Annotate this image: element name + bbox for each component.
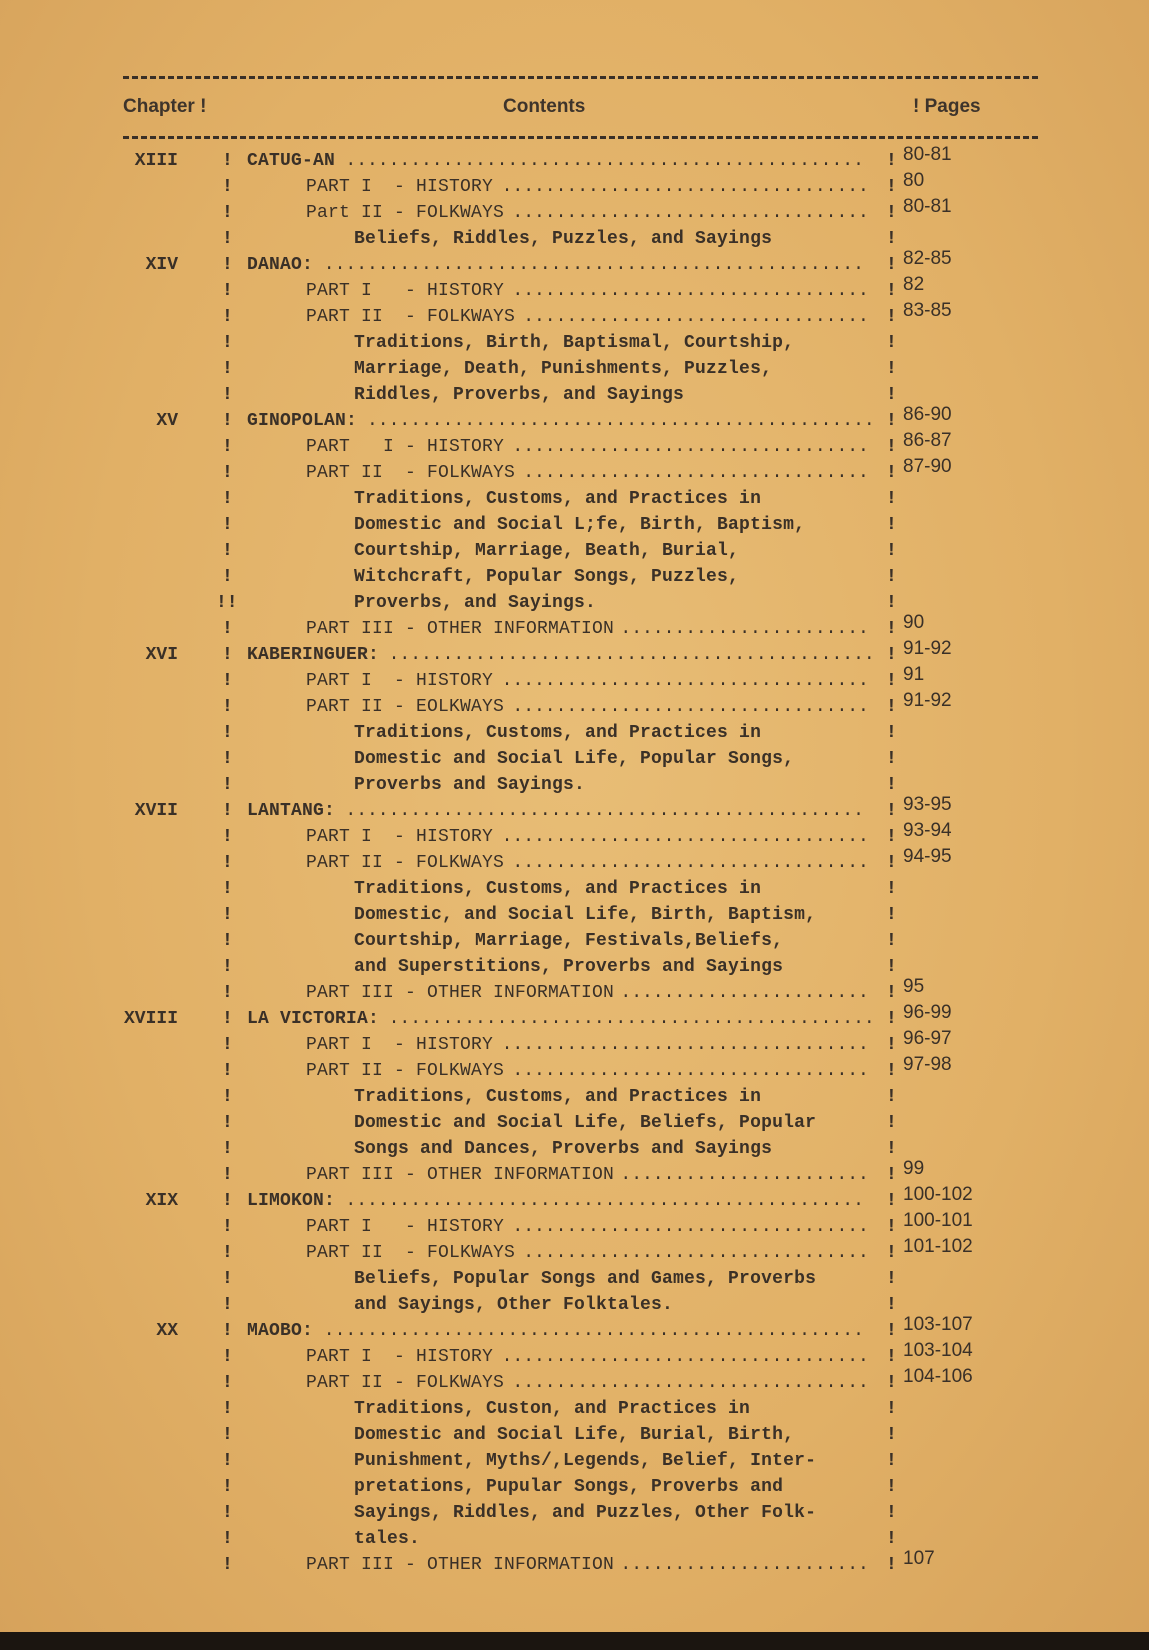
page-range: 97-98: [903, 1054, 952, 1075]
column-separator: !: [222, 281, 233, 301]
toc-row: [0, 1396, 1149, 1422]
pages-separator: !: [886, 1451, 897, 1471]
part-description: Beliefs, Popular Songs and Games, Proverbs: [354, 1269, 817, 1289]
part-description: Traditions, Customs, and Practices in: [354, 879, 762, 899]
dot-leader: .................................: [512, 697, 869, 717]
toc-row: [0, 746, 1149, 772]
column-separator: !: [222, 749, 233, 769]
toc-row: [0, 928, 1149, 954]
column-separator: !: [222, 203, 233, 223]
column-separator: !: [222, 1347, 233, 1367]
toc-row: [0, 1054, 1149, 1084]
pages-separator: !: [886, 957, 897, 977]
toc-row: [0, 196, 1149, 226]
toc-row: [0, 274, 1149, 304]
part-description: Traditions, Customs, and Practices in: [354, 1087, 762, 1107]
header-pages: ! Pages: [913, 96, 981, 117]
column-separator: !: [222, 255, 233, 275]
part-title: PART III - OTHER INFORMATION: [306, 1555, 615, 1575]
toc-row: [0, 1314, 1149, 1344]
toc-row: [0, 1340, 1149, 1370]
column-separator: !: [222, 671, 233, 691]
dot-leader: .................................: [512, 853, 869, 873]
page-range: 82-85: [903, 248, 952, 269]
column-separator: !: [222, 1529, 233, 1549]
header-chapter: Chapter !: [123, 96, 207, 117]
pages-separator: !: [886, 905, 897, 925]
toc-row: [0, 1210, 1149, 1240]
column-separator: !: [222, 1217, 233, 1237]
column-separator: !: [222, 385, 233, 405]
pages-separator: !: [886, 333, 897, 353]
column-separator: !: [222, 515, 233, 535]
column-separator: !: [222, 905, 233, 925]
municipality-title: KABERINGUER:: [247, 645, 380, 665]
column-separator: !: [222, 463, 233, 483]
part-description: Proverbs, and Sayings.: [354, 593, 597, 613]
dot-leader: ................................: [523, 463, 869, 483]
pages-separator: !: [886, 1269, 897, 1289]
dot-leader: .......................: [620, 619, 869, 639]
column-separator: !: [222, 1165, 233, 1185]
pages-separator: !: [886, 801, 897, 821]
part-description: Traditions, Customs, and Practices in: [354, 489, 762, 509]
dot-leader: ................................................: [345, 151, 864, 171]
part-title: PART I - HISTORY: [306, 671, 494, 691]
toc-row: [0, 1448, 1149, 1474]
dot-leader: ..................................: [501, 671, 869, 691]
part-description: Domestic and Social Life, Beliefs, Popular: [354, 1113, 817, 1133]
chapter-number: XVII: [134, 801, 178, 821]
page-range: 86-90: [903, 404, 952, 425]
column-separator: !: [222, 1451, 233, 1471]
pages-separator: !: [886, 827, 897, 847]
toc-row: [0, 1236, 1149, 1266]
toc-row: [0, 430, 1149, 460]
column-separator: !: [222, 489, 233, 509]
pages-separator: !: [886, 541, 897, 561]
dot-leader: .................................: [512, 203, 869, 223]
toc-row: [0, 1366, 1149, 1396]
page-range: 91-92: [903, 690, 952, 711]
pages-separator: !: [886, 1321, 897, 1341]
column-separator: !: [222, 1373, 233, 1393]
part-title: PART I - HISTORY: [306, 437, 505, 457]
municipality-title: DANAO:: [247, 255, 314, 275]
part-title: PART III - OTHER INFORMATION: [306, 1165, 615, 1185]
dot-leader: ................................................: [345, 801, 864, 821]
pages-separator: !: [886, 1139, 897, 1159]
page-range: 87-90: [903, 456, 952, 477]
part-title: PART II - FOLKWAYS: [306, 1373, 505, 1393]
dot-leader: ...............................................: [367, 411, 875, 431]
pages-separator: !: [886, 1035, 897, 1055]
part-description: Witchcraft, Popular Songs, Puzzles,: [354, 567, 740, 587]
page-range: 83-85: [903, 300, 952, 321]
column-separator: !: [222, 1191, 233, 1211]
column-separator: !: [222, 1243, 233, 1263]
part-title: PART II - EOLKWAYS: [306, 697, 505, 717]
part-description: Courtship, Marriage, Beath, Burial,: [354, 541, 740, 561]
toc-row: [0, 954, 1149, 980]
municipality-title: LA VICTORIA:: [247, 1009, 380, 1029]
toc-row: [0, 1002, 1149, 1032]
toc-row: [0, 248, 1149, 278]
column-separator: !: [222, 983, 233, 1003]
dot-leader: ..................................: [501, 827, 869, 847]
page-range: 99: [903, 1158, 925, 1179]
pages-separator: !: [886, 853, 897, 873]
chapter-number: XIX: [145, 1191, 178, 1211]
toc-row: [0, 590, 1149, 616]
toc-row: [0, 226, 1149, 252]
pages-separator: !: [886, 281, 897, 301]
toc-row: [0, 404, 1149, 434]
part-description: Traditions, Custon, and Practices in: [354, 1399, 751, 1419]
part-description: Sayings, Riddles, and Puzzles, Other Folk-: [354, 1503, 817, 1523]
header-contents: Contents: [503, 96, 586, 117]
column-separator: !: [222, 177, 233, 197]
part-description: Domestic and Social L;fe, Birth, Baptism,: [354, 515, 806, 535]
part-description: Marriage, Death, Punishments, Puzzles,: [354, 359, 773, 379]
dot-leader: ..................................................: [323, 255, 864, 275]
municipality-title: LANTANG:: [247, 801, 336, 821]
toc-row: [0, 846, 1149, 876]
toc-row: [0, 664, 1149, 694]
part-description: Songs and Dances, Proverbs and Sayings: [354, 1139, 773, 1159]
column-separator: !: [222, 1061, 233, 1081]
page-range: 80-81: [903, 144, 952, 165]
municipality-title: LIMOKON:: [247, 1191, 336, 1211]
toc-row: [0, 1526, 1149, 1552]
page-bottom-edge: [0, 1632, 1149, 1650]
column-separator: !: [222, 1113, 233, 1133]
pages-separator: !: [886, 307, 897, 327]
dot-leader: .................................: [512, 281, 869, 301]
page-range: 91: [903, 664, 925, 685]
toc-row: [0, 1084, 1149, 1110]
chapter-number: XIII: [134, 151, 178, 171]
page-range: 93-95: [903, 794, 952, 815]
column-separator: !: [222, 801, 233, 821]
pages-separator: !: [886, 671, 897, 691]
toc-row: [0, 456, 1149, 486]
pages-separator: !: [886, 437, 897, 457]
part-title: Part II - FOLKWAYS: [306, 203, 505, 223]
toc-row: [0, 1266, 1149, 1292]
toc-row: [0, 538, 1149, 564]
toc-row: [0, 1548, 1149, 1578]
toc-row: [0, 300, 1149, 330]
page-range: 80-81: [903, 196, 952, 217]
page-range: 95: [903, 976, 925, 997]
toc-row: [0, 1474, 1149, 1500]
pages-separator: !: [886, 229, 897, 249]
part-title: PART I - HISTORY: [306, 827, 494, 847]
column-separator: !: [222, 1035, 233, 1055]
part-title: PART II - FOLKWAYS: [306, 1061, 505, 1081]
column-separator: !: [222, 1295, 233, 1315]
column-separator: !: [222, 1139, 233, 1159]
pages-separator: !: [886, 1425, 897, 1445]
pages-separator: !: [886, 255, 897, 275]
dot-leader: ..................................: [501, 1035, 869, 1055]
toc-row: [0, 170, 1149, 200]
dot-leader: .................................: [512, 1061, 869, 1081]
pages-separator: !: [886, 1555, 897, 1575]
toc-row: [0, 1136, 1149, 1162]
column-separator: !: [222, 359, 233, 379]
part-description: Punishment, Myths/,Legends, Belief, Inter-: [354, 1451, 817, 1471]
column-separator: !: [222, 1321, 233, 1341]
pages-separator: !: [886, 1503, 897, 1523]
dot-leader: .......................: [620, 1555, 869, 1575]
toc-row: [0, 1422, 1149, 1448]
pages-separator: !: [886, 1217, 897, 1237]
pages-separator: !: [886, 1373, 897, 1393]
chapter-number: XVI: [145, 645, 178, 665]
pages-separator: !: [886, 1243, 897, 1263]
column-separator: !: [222, 1425, 233, 1445]
part-description: tales.: [354, 1529, 421, 1549]
pages-separator: !: [886, 177, 897, 197]
column-separator: !: [222, 619, 233, 639]
column-separator: !: [222, 853, 233, 873]
pages-separator: !: [886, 619, 897, 639]
chapter-number: XVIII: [123, 1009, 178, 1029]
column-separator: !: [222, 1399, 233, 1419]
toc-row: [0, 1110, 1149, 1136]
pages-separator: !: [886, 879, 897, 899]
page-range: 80: [903, 170, 925, 191]
column-separator: !: [222, 827, 233, 847]
dot-leader: .......................: [620, 983, 869, 1003]
toc-row: [0, 976, 1149, 1006]
pages-separator: !: [886, 1191, 897, 1211]
part-title: PART I - HISTORY: [306, 1217, 505, 1237]
part-description: and Superstitions, Proverbs and Sayings: [354, 957, 784, 977]
pages-separator: !: [886, 593, 897, 613]
toc-row: [0, 612, 1149, 642]
pages-separator: !: [886, 645, 897, 665]
dot-leader: ................................: [523, 1243, 869, 1263]
dot-leader: .............................................: [388, 1009, 875, 1029]
part-description: pretations, Pupular Songs, Proverbs and: [354, 1477, 784, 1497]
part-description: Traditions, Customs, and Practices in: [354, 723, 762, 743]
pages-separator: !: [886, 489, 897, 509]
part-description: Domestic, and Social Life, Birth, Baptism,: [354, 905, 817, 925]
page-range: 104-106: [903, 1366, 973, 1387]
page-range: 103-107: [903, 1314, 973, 1335]
toc-row: [0, 772, 1149, 798]
toc-row: [0, 876, 1149, 902]
page-range: 100-102: [903, 1184, 973, 1205]
dot-leader: .......................: [620, 1165, 869, 1185]
part-description: Domestic and Social Life, Popular Songs,: [354, 749, 795, 769]
toc-row: [0, 356, 1149, 382]
page-range: 86-87: [903, 430, 952, 451]
part-description: and Sayings, Other Folktales.: [354, 1295, 674, 1315]
column-separator: !: [222, 411, 233, 431]
part-title: PART II - FOLKWAYS: [306, 307, 516, 327]
column-separator: !: [222, 229, 233, 249]
dot-leader: .................................: [512, 1217, 869, 1237]
pages-separator: !: [886, 1477, 897, 1497]
pages-separator: !: [886, 1061, 897, 1081]
toc-row: [0, 144, 1149, 174]
part-description: Domestic and Social Life, Burial, Birth,: [354, 1425, 795, 1445]
pages-separator: !: [886, 697, 897, 717]
toc-row: [0, 720, 1149, 746]
page-range: 96-97: [903, 1028, 952, 1049]
column-separator: !: [222, 931, 233, 951]
part-description: Riddles, Proverbs, and Sayings: [354, 385, 685, 405]
part-description: Courtship, Marriage, Festivals,Beliefs,: [354, 931, 784, 951]
chapter-number: XX: [156, 1321, 178, 1341]
column-separator: !: [222, 697, 233, 717]
part-title: PART I - HISTORY: [306, 281, 505, 301]
pages-separator: !: [886, 385, 897, 405]
column-separator: !: [222, 957, 233, 977]
toc-row: [0, 638, 1149, 668]
column-separator: !: [222, 1087, 233, 1107]
part-description: Proverbs and Sayings.: [354, 775, 586, 795]
column-separator: !: [222, 879, 233, 899]
chapter-number: XIV: [145, 255, 178, 275]
toc-row: [0, 564, 1149, 590]
pages-separator: !: [886, 1347, 897, 1367]
column-separator: !: [222, 775, 233, 795]
toc-row: [0, 1028, 1149, 1058]
page-range: 96-99: [903, 1002, 952, 1023]
pages-separator: !: [886, 463, 897, 483]
toc-row: [0, 1500, 1149, 1526]
column-separator: !: [222, 1009, 233, 1029]
column-separator: !: [222, 1503, 233, 1523]
pages-separator: !: [886, 1113, 897, 1133]
part-title: PART I - HISTORY: [306, 1035, 494, 1055]
page-range: 100-101: [903, 1210, 973, 1231]
pages-separator: !: [886, 411, 897, 431]
pages-separator: !: [886, 749, 897, 769]
pages-separator: !: [886, 1399, 897, 1419]
toc-row: [0, 1158, 1149, 1188]
column-separator: !: [222, 541, 233, 561]
column-separator: !: [222, 307, 233, 327]
part-title: PART III - OTHER INFORMATION: [306, 983, 615, 1003]
chapter-number: XV: [156, 411, 178, 431]
toc-row: [0, 690, 1149, 720]
pages-separator: !: [886, 203, 897, 223]
dot-leader: ..................................................: [323, 1321, 864, 1341]
column-separator: !: [222, 723, 233, 743]
toc-row: [0, 512, 1149, 538]
pages-separator: !: [886, 1009, 897, 1029]
page-range: 103-104: [903, 1340, 973, 1361]
page-range: 82: [903, 274, 925, 295]
pages-separator: !: [886, 567, 897, 587]
toc-row: [0, 902, 1149, 928]
dot-leader: ..................................: [501, 177, 869, 197]
page-range: 101-102: [903, 1236, 973, 1257]
dot-leader: ................................: [523, 307, 869, 327]
toc-row: [0, 794, 1149, 824]
page-range: 107: [903, 1548, 935, 1569]
pages-separator: !: [886, 931, 897, 951]
toc-row: [0, 1292, 1149, 1318]
municipality-title: GINOPOLAN:: [247, 411, 358, 431]
dot-leader: .................................: [512, 437, 869, 457]
part-title: PART III - OTHER INFORMATION: [306, 619, 615, 639]
pages-separator: !: [886, 1529, 897, 1549]
dot-leader: .............................................: [388, 645, 875, 665]
column-separator: !: [222, 645, 233, 665]
page-range: 93-94: [903, 820, 952, 841]
pages-separator: !: [886, 515, 897, 535]
column-separator: !!: [216, 593, 238, 613]
dot-leader: ..................................: [501, 1347, 869, 1367]
toc-row: [0, 382, 1149, 408]
column-separator: !: [222, 333, 233, 353]
dot-leader: ................................................: [345, 1191, 864, 1211]
toc-row: [0, 486, 1149, 512]
column-separator: !: [222, 1269, 233, 1289]
page-range: 94-95: [903, 846, 952, 867]
page-range: 91-92: [903, 638, 952, 659]
municipality-title: MAOBO:: [247, 1321, 314, 1341]
column-separator: !: [222, 437, 233, 457]
pages-separator: !: [886, 359, 897, 379]
pages-separator: !: [886, 1295, 897, 1315]
page-range: 90: [903, 612, 925, 633]
toc-row: [0, 1184, 1149, 1214]
toc-row: [0, 820, 1149, 850]
column-separator: !: [222, 567, 233, 587]
pages-separator: !: [886, 723, 897, 743]
column-separator: !: [222, 1477, 233, 1497]
part-title: PART I - HISTORY: [306, 1347, 494, 1367]
dot-leader: .................................: [512, 1373, 869, 1393]
pages-separator: !: [886, 1165, 897, 1185]
pages-separator: !: [886, 151, 897, 171]
part-title: PART II - FOLKWAYS: [306, 1243, 516, 1263]
column-separator: !: [222, 1555, 233, 1575]
pages-separator: !: [886, 983, 897, 1003]
pages-separator: !: [886, 1087, 897, 1107]
part-title: PART II - FOLKWAYS: [306, 853, 505, 873]
part-title: PART II - FOLKWAYS: [306, 463, 516, 483]
column-separator: !: [222, 151, 233, 171]
toc-row: [0, 330, 1149, 356]
part-title: PART I - HISTORY: [306, 177, 494, 197]
part-description: Traditions, Birth, Baptismal, Courtship,: [354, 333, 795, 353]
part-description: Beliefs, Riddles, Puzzles, and Sayings: [354, 229, 773, 249]
municipality-title: CATUG-AN: [247, 151, 336, 171]
pages-separator: !: [886, 775, 897, 795]
